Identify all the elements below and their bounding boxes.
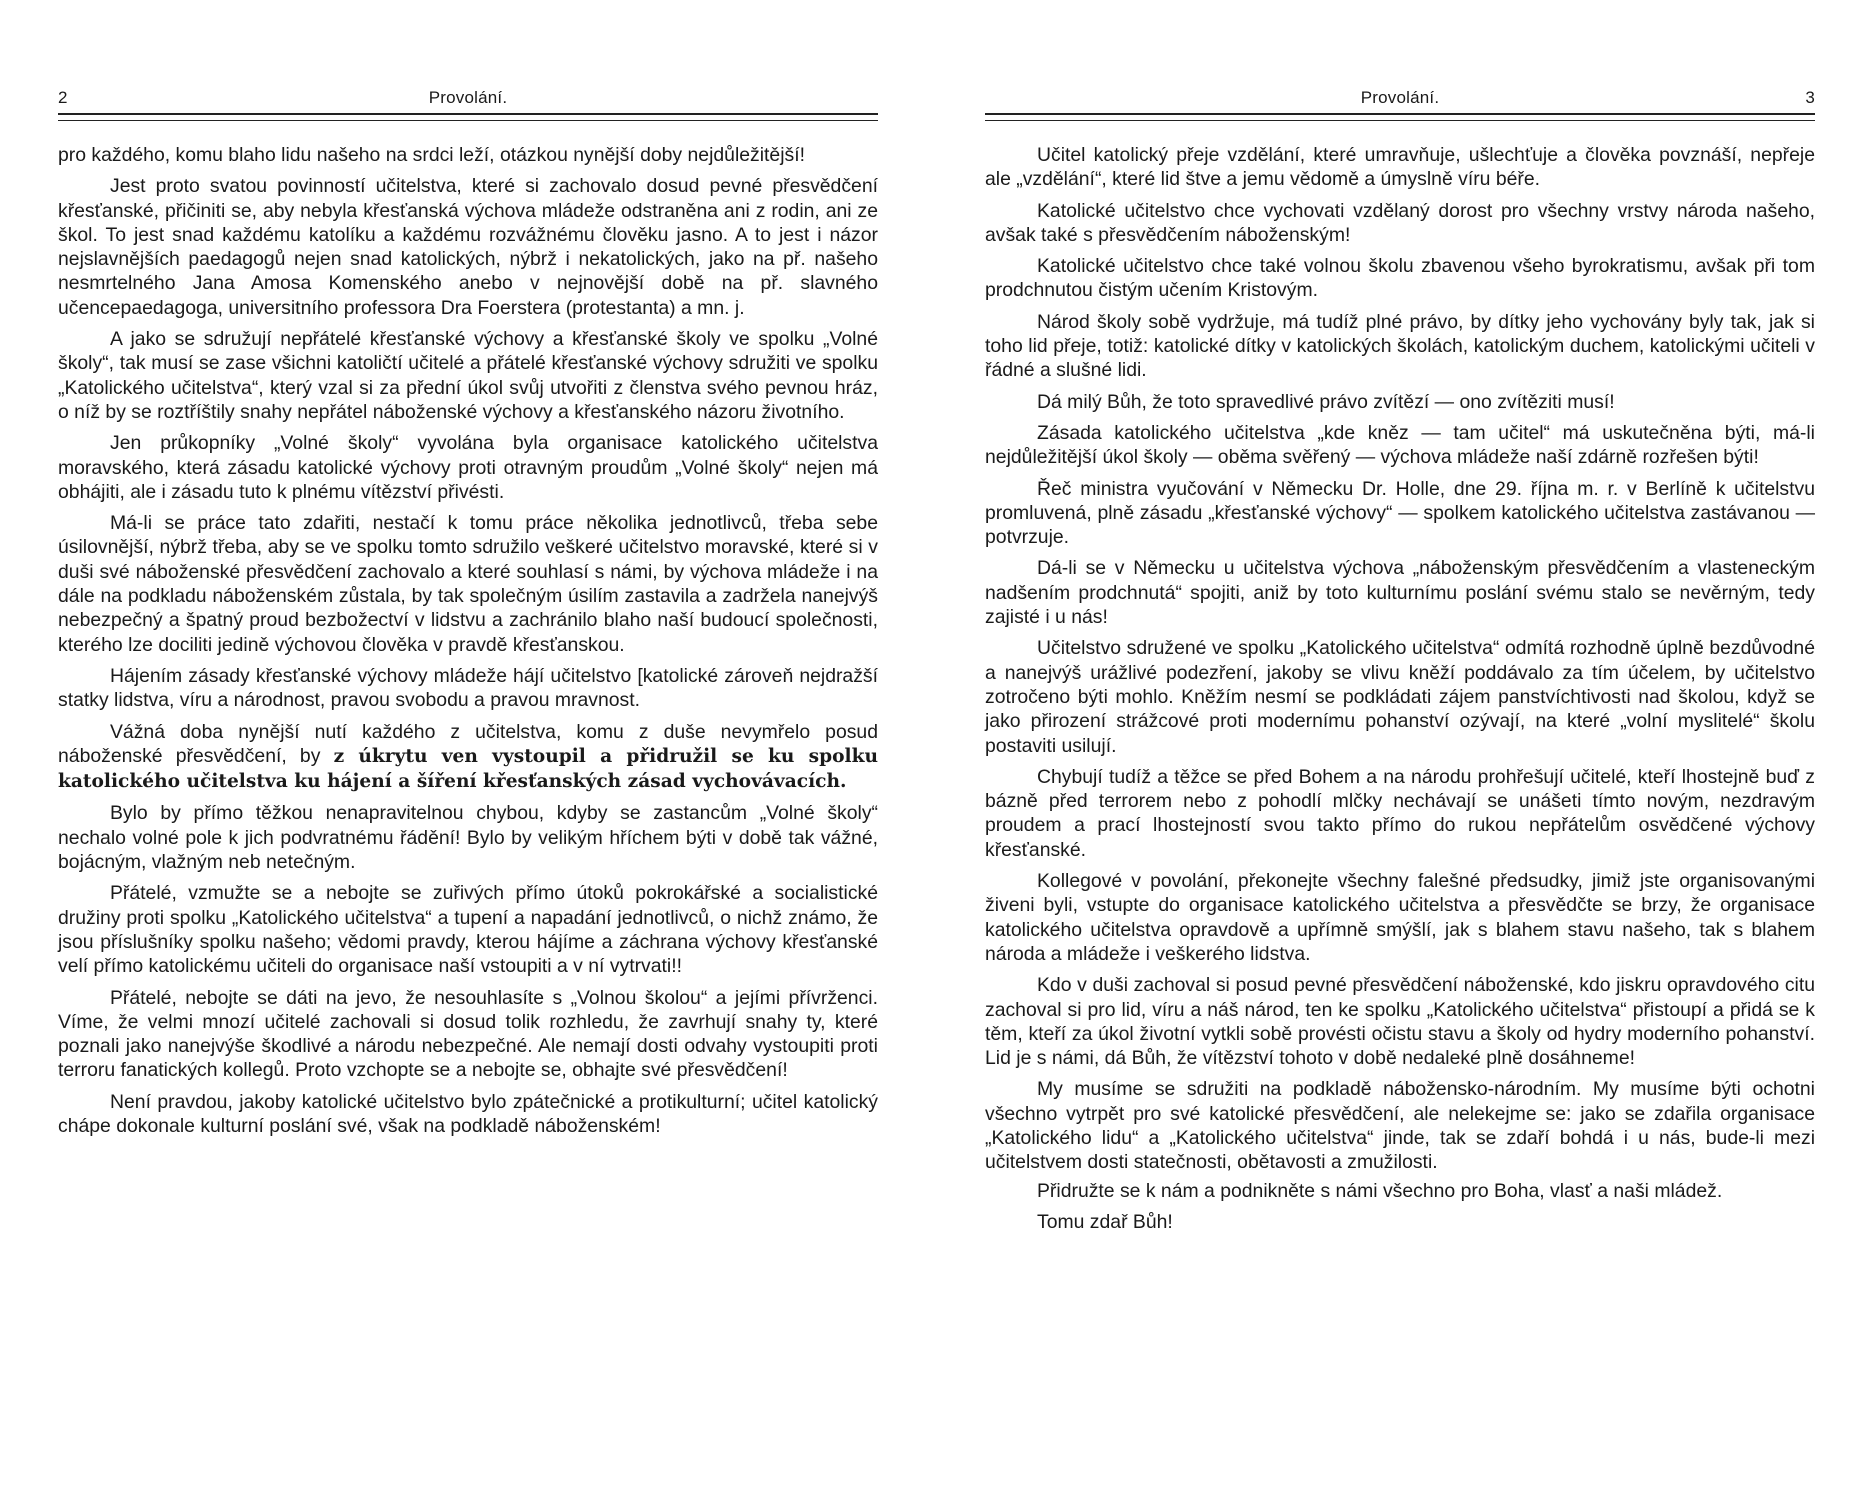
- paragraph: Není pravdou, jakoby katolické učitelstvo bylo zpátečnické a protikulturní; učitel katolický chápe dokonale kulturní poslání své, však na podkladě náboženském!: [58, 1090, 878, 1137]
- running-title: Provolání.: [428, 88, 508, 107]
- paragraph: Dá-li se v Německu u učitelstva výchova „náboženským přesvědčením a vlasteneckým nadšením prodchnutá“ spojiti, aniž by toto kulturnímu poslání svému stalo se nevěrným, tedy zajisté i u nás!: [985, 557, 1815, 629]
- paragraph: Národ školy sobě vydržuje, má tudíž plné právo, by dítky jeho vychovány byly tak, jak si toho lid přeje, totiž: katolické dítky v katolických školách, katolickým duchem, katolickými učiteli v řádné a slušné lidi.: [985, 310, 1815, 382]
- paragraph: Dá milý Bůh, že toto spravedlivé právo zvítězí — ono zvítěziti musí!: [1037, 390, 1615, 413]
- paragraph: Kdo v duši zachoval si posud pevné přesvědčení náboženské, kdo jiskru opravdového citu zachoval si pro lid, víru a náš národ, ten ke spolku „Katolického učitelstva“ přistoupí a přidá se k těm, kteří za úkol životní vytkli sobě provésti očistu stavu a školy od hydry moderního pohanství. Lid je s námi, dá Bůh, že vítězství tohoto v době nedaleké plně dosáhneme!: [985, 974, 1815, 1070]
- paragraph: Přidružte se k nám a podnikněte s námi všechno pro Boha, vlasť a naši mládež.: [1037, 1179, 1723, 1202]
- paragraph: Chybují tudíž a těžce se před Bohem a na národu prohřešují učitelé, kteří lhostejně buď z bázně před terrorem nebo z pohodlí mlčky nechávají se unášeti tímto novým, nezdravým proudem a prací lhostejností svou takto přímo do rukou nepřátelům osvědčené výchovy křesťanské.: [985, 765, 1815, 861]
- running-head: [985, 88, 1815, 112]
- page-body: [58, 143, 878, 1145]
- paragraph: Hájením zásady křesťanské výchovy mládeže hájí učitelstvo [katolické zároveň nejdražší statky lidstva, víru a národnost, pravou svobodu a pravou mravnost.: [58, 664, 878, 712]
- header-rule: [58, 113, 878, 121]
- paragraph: Jen průkopníky „Volné školy“ vyvolána byla organisace katolického učitelstva moravského, která zásadu katolické výchovy proti otravným proudům „Volné školy“ nejen má obhájiti, ale i zásadu tuto k plnému vítězství přivésti.: [58, 432, 878, 503]
- paragraph: Učitel katolický přeje vzdělání, které umravňuje, ušlechťuje a člověka povznáší, nepřeje ale „vzdělání“, které lid štve a jemu vědomě a úmyslně víru béře.: [985, 144, 1815, 191]
- bold-emphasis: z úkrytu ven vystoupil a přidružil se ku spolku katolického učitelstva ku hájení a šíření křesťanských zásad vychovávacích.: [58, 745, 879, 793]
- closing-line: Tomu zdař Bůh!: [1037, 1210, 1173, 1233]
- paragraph: Učitelstvo sdružené ve spolku „Katolického učitelstva“ odmítá rozhodně úplně bezdůvodné a nanejvýš urážlivé podezření, jakoby se vlivu kněží poddávalo za tím účelem, by učitelstvo zotročeno býti mohlo. Kněžím nesmí se podkládati zájem panstvíchtivosti nad školou, když se jako přirození strážcové proti modernímu pohanství ozývají, na které „volní myslitelé“ školu postaviti usilují.: [985, 637, 1815, 757]
- paragraph: [58, 720, 878, 795]
- running-title: Provolání.: [1360, 88, 1440, 107]
- paragraph: Jest proto svatou povinností učitelstva, které si zachovalo dosud pevné přesvědčení křesťanské, přičiniti se, aby nebyla křesťanská výchova mládeže odstraněna ani z rodin, ani ze škol. To jest snad každému katolíku a každému rozvážnému člověku jasno. A to jest i názor nejslavnějších paedagogů nejen snad katolických, nýbrž i nekatolických, jako na př. našeho nesmrtelného Jana Amosa Komenského anebo v nejnovější době na př. slavného učencepaedagoga, universitního professora Dra Foerstera (protestanta) a mn. j.: [58, 175, 878, 319]
- paragraph: Katolické učitelstvo chce také volnou školu zbavenou všeho byrokratismu, avšak při tom prodchnutou čistým učením Kristovým.: [985, 255, 1815, 302]
- paragraph: pro každého, komu blaho lidu našeho na srdci leží, otázkou nynější doby nejdůležitější!: [58, 144, 805, 166]
- paragraph: Přátelé, vzmužte se a nebojte se zuřivých přímo útoků pokrokářské a socialistické družiny proti spolku „Katolického učitelstva“ a tupení a napadání jednotlivců, o nichž známo, že jsou příslušníky spolku našeho; vědomi pravdy, kterou hájíme a záchrana výchovy křesťanské velí přímo katolickému učiteli do organisace naší vstoupiti a v ní vytrvati!!: [58, 882, 878, 978]
- paragraph: Bylo by přímo těžkou nenapravitelnou chybou, kdyby se zastancům „Volné školy“ nechalo volné pole k jich podvratnému řádění! Bylo by velikým hříchem býti v době tak vážné, bojácným, vlažným neb netečným.: [58, 802, 878, 874]
- paragraph: Katolické učitelstvo chce vychovati vzdělaný dorost pro všechny vrstvy národa našeho, avšak také s přesvědčením náboženským!: [985, 199, 1815, 246]
- header-rule: [985, 113, 1815, 121]
- paragraph: Řeč ministra vyučování v Německu Dr. Holle, dne 29. října m. r. v Berlíně k učitelstvu promluvená, plně zásadu „křesťanské výchovy“ — spolkem katolického učitelstva zastávanou — potvrzuje.: [985, 477, 1815, 549]
- page-number: 3: [1805, 88, 1815, 107]
- running-head: [58, 88, 878, 112]
- paragraph: Kollegové v povolání, překonejte všechny falešné předsudky, jimiž jste organisovanými živeni byli, vstupte do organisace katolického učitelstva a přesvědčte se brzy, že organisace katolického učitelstva opravdově a upřímně smýšlí, jak s blahem stavu našeho, tak s blahem národa a mládeže i veškerého lidstva.: [985, 870, 1815, 965]
- paragraph: Přátelé, nebojte se dáti na jevo, že nesouhlasíte s „Volnou školou“ a jejími přívrženci. Víme, že velmi mnozí učitelé zachovali si dosud tolik rozhledu, že zavrhují snahy ty, které poznali jako nanejvýše škodlivé a národu nebezpečné. Ale nemají dosti odvahy vystoupiti proti terroru fanatických kollegů. Proto vzchopte se a nebojte se, obhajte své přesvědčení!: [58, 986, 878, 1082]
- page-number: 2: [58, 88, 68, 107]
- paragraph: Má-li se práce tato zdařiti, nestačí k tomu práce několika jednotlivců, třeba sebe úsilovnější, nýbrž třeba, aby se ve spolku tomto sdružilo veškeré učitelstvo moravské, které si v duši své náboženské přesvědčení zachovalo a které souhlasí s námi, by výchova mládeže i na dále na podkladu náboženském zůstala, by tak společným úsilím zastavila a zadržela nanejvýš nebezpečný a špatný proud bezbožectví v lidstvu a zachránilo blaho naší budoucí společnosti, kterého lze dociliti jedině výchovou člověka v pravdě křesťanskou.: [58, 512, 878, 656]
- paragraph: Zásada katolického učitelstva „kde kněz — tam učitel“ má uskutečněna býti, má-li nejdůležitější úkol školy — oběma svěřený — výchova mládeže naší zdárně rozřešen býti!: [985, 421, 1815, 469]
- paragraph: A jako se sdružují nepřátelé křesťanské výchovy a křesťanské školy ve spolku „Volné školy“, tak musí se zase všichni katoličtí učitelé a přátelé křesťanské výchovy sdružiti ve spolku „Katolického učitelstva“, který vzal si za přední úkol svůj utvořiti z členstva svého pevnou hráz, o níž by se roztříštily snahy nepřátel náboženské výchovy a křesťanského názoru životního.: [58, 328, 878, 423]
- page-body: [985, 143, 1815, 1241]
- paragraph-text: Vážná doba nynější nutí každého z učitelstva, komu z duše nevymřelo posud náboženské přesvědčení, by: [58, 720, 878, 767]
- paragraph: My musíme se sdružiti na podkladě nábožensko-národním. My musíme býti ochotni všechno vytrpět pro své katolické přesvědčení, ale nelekejme se: jako se zdařila organisace „Katolického lidu“ a „Katolického učitelstva“ jinde, tak se zdaří bohdá i u nás, bude-li mezi učitelstvem dosti statečnosti, obětavosti a zmužilosti.: [985, 1078, 1815, 1174]
